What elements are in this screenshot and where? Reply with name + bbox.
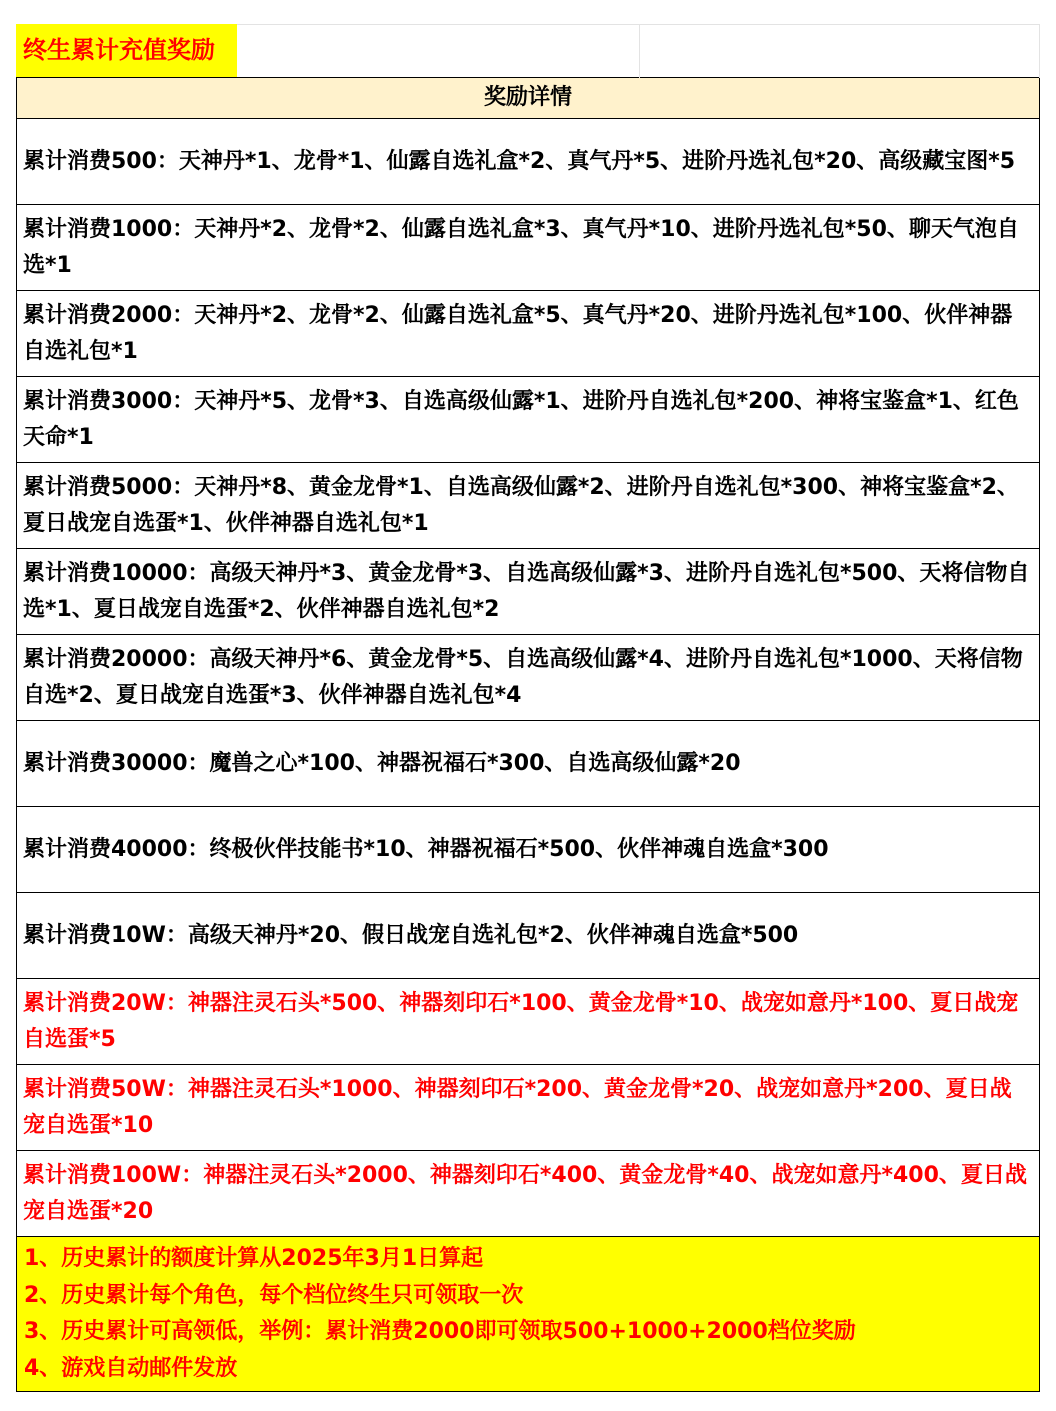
table-header[interactable]: 奖励详情 <box>17 78 1039 119</box>
grid-divider <box>1039 25 1040 78</box>
reward-row-highlight[interactable] <box>17 1151 1039 1237</box>
reward-row[interactable] <box>17 377 1039 463</box>
reward-row[interactable] <box>17 549 1039 635</box>
reward-text: 累计消费40000：终极伙伴技能书*10、神器祝福石*500、伙伴神魂自选盒*300 <box>23 836 829 862</box>
spreadsheet <box>16 24 1040 1392</box>
reward-row[interactable] <box>17 205 1039 291</box>
grid-divider <box>639 25 640 78</box>
reward-row[interactable] <box>17 721 1039 807</box>
title-cell[interactable]: 终生累计充值奖励 <box>16 24 237 77</box>
reward-row[interactable] <box>17 463 1039 549</box>
reward-row[interactable] <box>17 291 1039 377</box>
reward-text: 累计消费10W：高级天神丹*20、假日战宠自选礼包*2、伙伴神魂自选盒*500 <box>23 922 799 948</box>
empty-cells <box>237 24 1040 77</box>
reward-text: 累计消费3000：天神丹*5、龙骨*3、自选高级仙露*1、进阶丹自选礼包*200、神将宝鉴盒*1、红色天命*1 <box>23 388 1019 450</box>
reward-row-highlight[interactable] <box>17 979 1039 1065</box>
reward-text: 累计消费50W：神器注灵石头*1000、神器刻印石*200、黄金龙骨*20、战宠如意丹*200、夏日战宠自选蛋*10 <box>23 1076 1012 1138</box>
note-line: 4、游戏自动邮件发放 <box>24 1355 238 1381</box>
reward-text: 累计消费30000：魔兽之心*100、神器祝福石*300、自选高级仙露*20 <box>23 750 741 776</box>
title-row <box>16 24 1040 77</box>
reward-row[interactable] <box>17 635 1039 721</box>
reward-row[interactable] <box>17 893 1039 979</box>
notes-cell[interactable] <box>16 1237 1040 1392</box>
reward-text: 累计消费20W：神器注灵石头*500、神器刻印石*100、黄金龙骨*10、战宠如意丹*100、夏日战宠自选蛋*5 <box>23 990 1019 1052</box>
reward-table <box>16 77 1040 1237</box>
note-line: 3、历史累计可高领低，举例：累计消费2000即可领取500+1000+2000档位奖励 <box>24 1319 856 1344</box>
note-line: 1、历史累计的额度计算从2025年3月1日算起 <box>24 1246 484 1271</box>
reward-row[interactable] <box>17 807 1039 893</box>
reward-text: 累计消费100W：神器注灵石头*2000、神器刻印石*400、黄金龙骨*40、战宠如意丹*400、夏日战宠自选蛋*20 <box>23 1162 1027 1224</box>
reward-text: 累计消费1000：天神丹*2、龙骨*2、仙露自选礼盒*3、真气丹*10、进阶丹选礼包*50、聊天气泡自选*1 <box>23 216 1019 278</box>
reward-text: 累计消费500：天神丹*1、龙骨*1、仙露自选礼盒*2、真气丹*5、进阶丹选礼包*20、高级藏宝图*5 <box>23 148 1016 174</box>
reward-row-highlight[interactable] <box>17 1065 1039 1151</box>
reward-row[interactable] <box>17 119 1039 205</box>
reward-text: 累计消费5000：天神丹*8、黄金龙骨*1、自选高级仙露*2、进阶丹自选礼包*300、神将宝鉴盒*2、夏日战宠自选蛋*1、伙伴神器自选礼包*1 <box>23 474 1019 536</box>
reward-text: 累计消费20000：高级天神丹*6、黄金龙骨*5、自选高级仙露*4、进阶丹自选礼包*1000、天将信物自选*2、夏日战宠自选蛋*3、伙伴神器自选礼包*4 <box>23 646 1023 708</box>
note-line: 2、历史累计每个角色，每个档位终生只可领取一次 <box>24 1282 524 1308</box>
reward-text: 累计消费2000：天神丹*2、龙骨*2、仙露自选礼盒*5、真气丹*20、进阶丹选礼包*100、伙伴神器自选礼包*1 <box>23 302 1013 364</box>
reward-text: 累计消费10000：高级天神丹*3、黄金龙骨*3、自选高级仙露*3、进阶丹自选礼包*500、天将信物自选*1、夏日战宠自选蛋*2、伙伴神器自选礼包*2 <box>23 560 1030 622</box>
